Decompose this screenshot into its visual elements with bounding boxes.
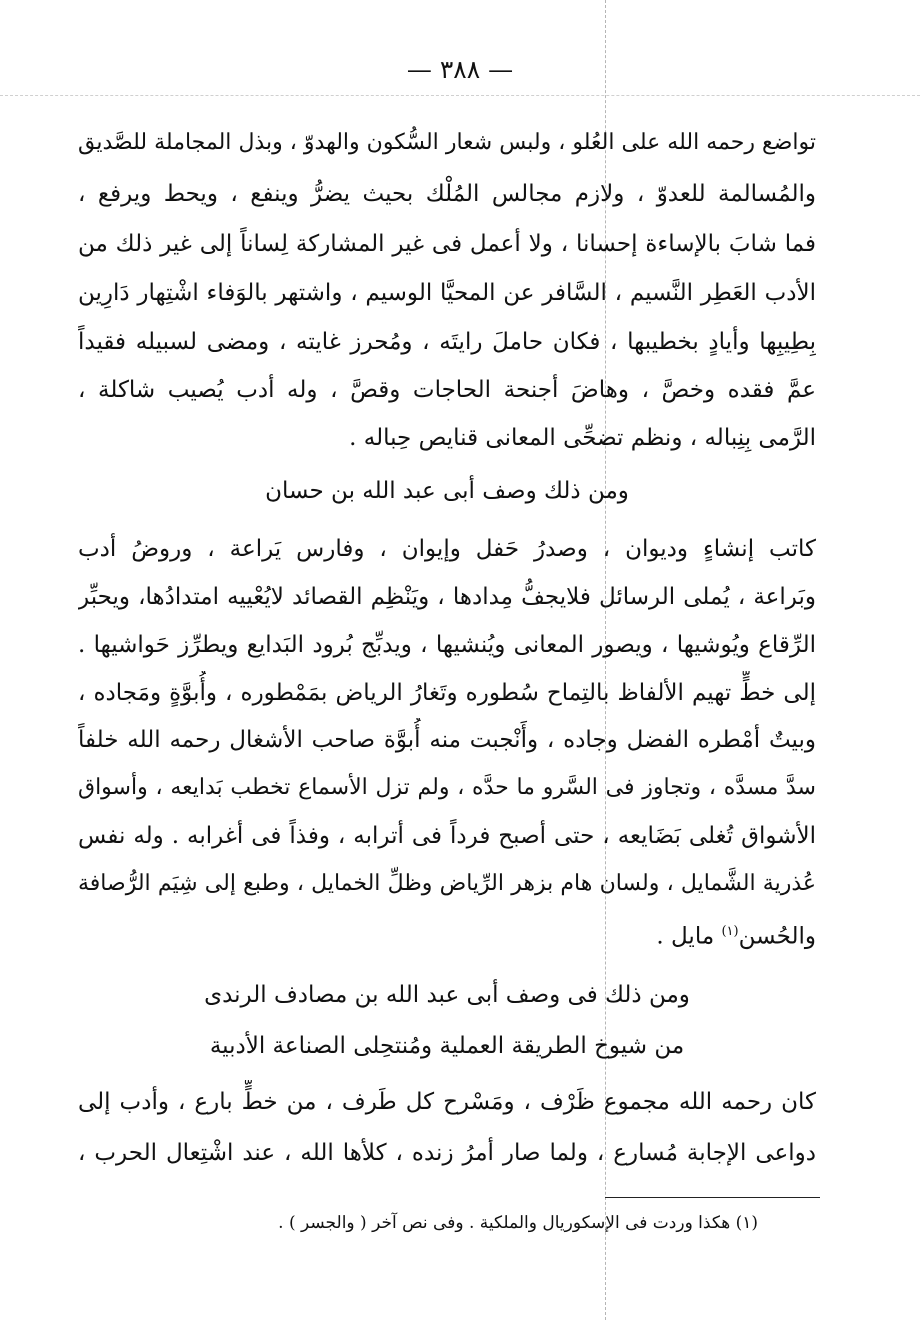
paragraph-1-line-6: عمَّ فقده وخصَّ ، وهاضَ أجنحة الحاجات وقصَّ ، وله أدب يُصيب شاكلة ، <box>78 377 816 403</box>
footnote-marker: (١) <box>721 924 739 939</box>
paragraph-2-line-9 <box>78 910 816 959</box>
paragraph-1-line-7: الرَّمى بِنِباله ، ونظم تضحِّى المعانى قنايص حِباله . <box>349 425 816 451</box>
paragraph-1-line-5: بِطِيبِها وأيادٍ بخطيبها ، فكان حاملَ رايتَه ، ومُحرز غايته ، ومضى لسبيله فقيداً <box>78 329 816 355</box>
paragraph-1-line-2: والمُسالمة للعدوّ ، ولازم مجالس المُلْك بحيث يضرُّ وينفع ، ويحط ويرفع ، <box>78 181 816 207</box>
page-number: — ٣٨٨ — <box>406 55 514 84</box>
paragraph-1-line-1: تواضع رحمه الله على العُلو ، ولبس شعار السُّكون والهدوّ ، وبذل المجاملة للصَّديق <box>78 130 816 155</box>
footnote: (١) هكذا وردت فى الإسكوريال والملكية . وفى نص آخر ( والجسر ) . <box>278 1213 758 1233</box>
section-heading-2-line-1: ومن ذلك فى وصف أبى عبد الله بن مصادف الرندى <box>204 982 690 1008</box>
footnote-rule <box>605 1197 820 1198</box>
paragraph-3-line-2: دواعى الإجابة مُسارع ، ولما صار أمرُ زنده ، كلأها الله ، عند اشْتِعال الحرب ، <box>78 1140 816 1166</box>
paragraph-2-line-6: سدَّ مسدَّه ، وتجاوز فى السَّرو ما حدَّه ، ولم تزل الأسماع تخطب بَدايعه ، وأسواق <box>78 775 816 800</box>
paragraph-2-line-2: وبَراعة ، يُملى الرسائل فلايجفُّ مِدادها ، ويَنْظِم القصائد لايُعْييه امتدادُها، ويحبِّر <box>78 584 816 610</box>
scan-guide-horizontal <box>0 95 920 96</box>
paragraph-2-line-9-tail: مايل . <box>656 923 715 950</box>
paragraph-2-line-7: الأشواق تُغلى بَضَايعه ، حتى أصبح فرداً فى أترابه ، وفذاً فى أغرابه . وله نفس <box>78 823 816 849</box>
paragraph-1-line-4: الأدب العَطِر النَّسيم ، السَّافر عن المحيَّا الوسيم ، واشتهر بالوَفاء اشْتِهار دَارِين <box>78 280 816 306</box>
paragraph-2-line-9-text: والحُسن <box>738 923 816 950</box>
section-heading-2-line-2: من شيوخ الطريقة العملية ومُنتحِلى الصناعة الأدبية <box>209 1033 685 1059</box>
paragraph-2-line-5: وبيتٌ أمْطره الفضل وجاده ، وأَنْجبت منه أُبوَّة صاحب الأشغال رحمه الله خلفاً <box>78 727 816 753</box>
section-heading-1: ومن ذلك وصف أبى عبد الله بن حسان <box>265 478 629 504</box>
paragraph-3-line-1: كان رحمه الله مجموع ظَرْف ، ومَسْرح كل طَرف ، من خطٍّ بارع ، وأدب إلى <box>78 1089 816 1115</box>
paragraph-2-line-8: عُذرية الشَّمايل ، ولسان هام بزهر الرِّياض وظلِّ الخمايل ، وطبع إلى شِيَم الرُّصافة <box>78 871 816 896</box>
paragraph-1-line-3: فما شابَ بالإساءة إحسانا ، ولا أعمل فى غير المشاركة لِساناً إلى غير ذلك من <box>78 231 816 257</box>
paragraph-2-line-4: إلى خطٍّ تهيم الألفاظ بالتِماح سُطوره وتَغارُ الرياض بمَمْطوره ، وأُبوَّةٍ ومَجاده ، <box>78 680 816 706</box>
paragraph-2-line-3: الرِّقاع ويُوشيها ، ويصور المعانى ويُنشيها ، ويدبِّج بُرود البَدايع ويطرِّز حَواشيها . <box>78 632 816 658</box>
paragraph-2-line-1: كاتب إنشاءٍ وديوان ، وصدرُ حَفل وإيوان ، وفارس يَراعة ، وروضُ أدب <box>78 536 816 562</box>
